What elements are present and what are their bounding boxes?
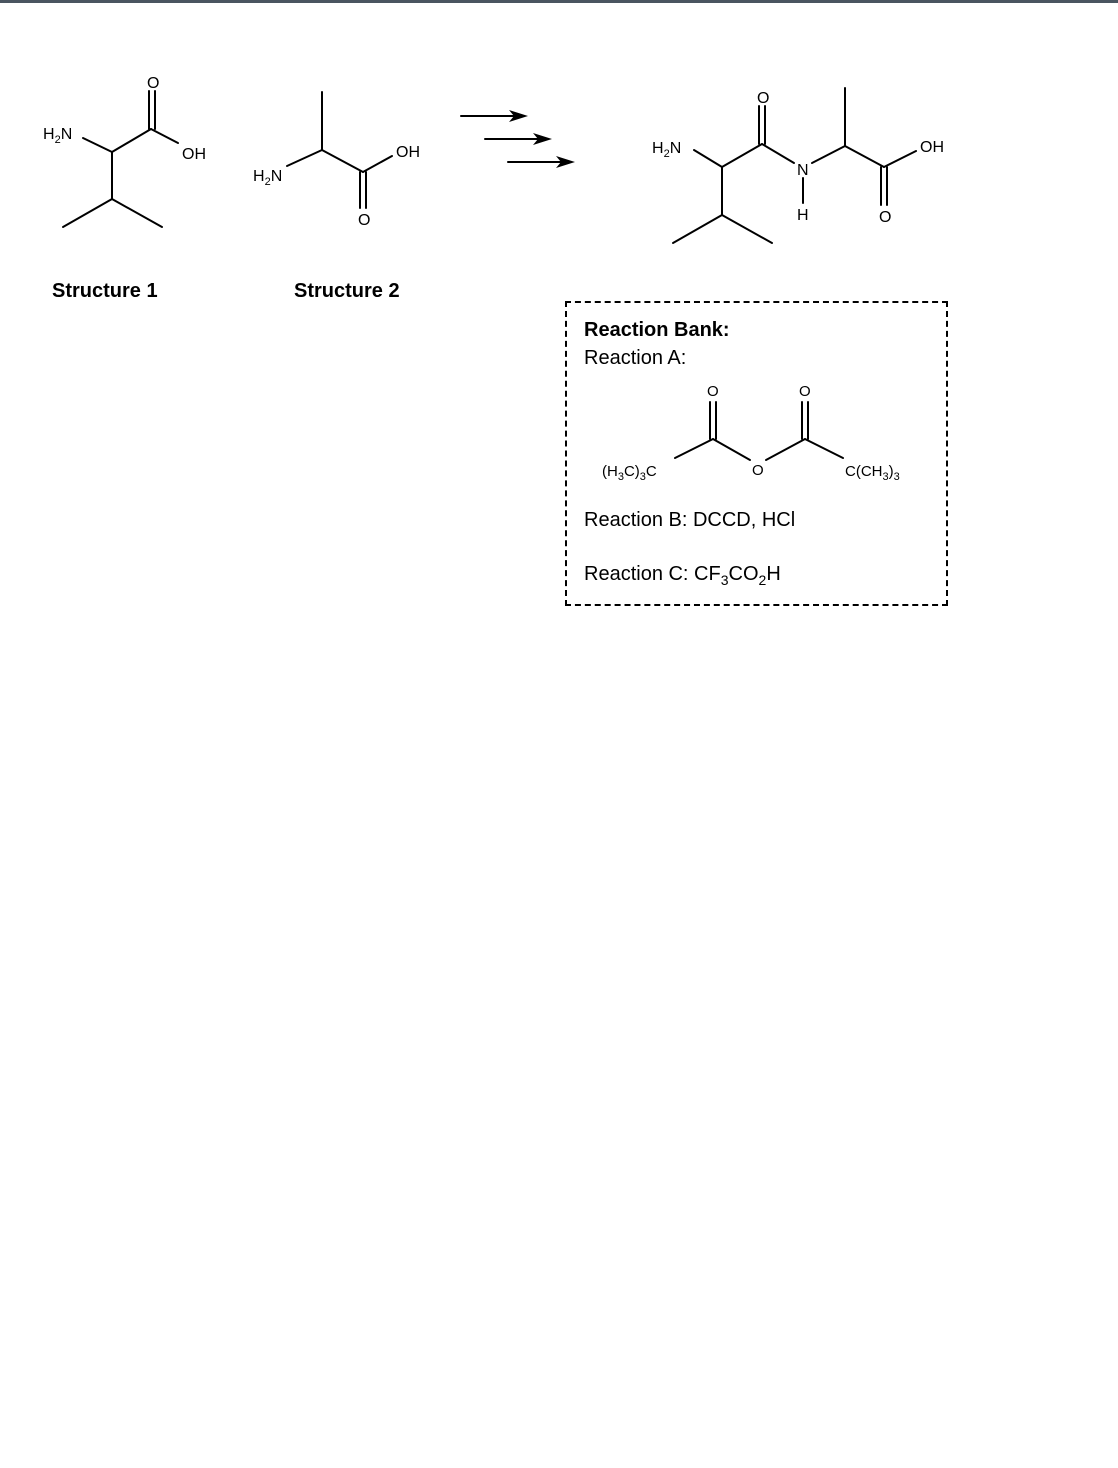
s2-oh-label: OH (396, 144, 420, 161)
s2-carbonyl-o: O (358, 212, 371, 229)
p-carbonyl-o-1: O (757, 90, 770, 107)
structure-2-bonds (287, 92, 392, 208)
p-h2n-label: $H_2N$ (652, 140, 682, 160)
tert-butyl-right: $C(CH_3)_3$ (845, 463, 900, 483)
anhydride-o-right: O (799, 383, 811, 400)
s2-h2n-label: $H_2N$ (253, 168, 283, 188)
p-amide-h: H (797, 207, 809, 224)
structure-1-label: Structure 1 (52, 280, 158, 302)
anhydride-bridge-o: O (752, 462, 764, 479)
anhydride-o-left: O (707, 383, 719, 400)
reaction-bank-title: Reaction Bank: (584, 319, 730, 341)
p-carbonyl-o-2: O (879, 209, 892, 226)
p-amide-n: N (797, 162, 809, 179)
tert-butyl-left: $(H_3C)_3C$ (602, 463, 657, 483)
s1-h2n-label: $H_2N$ (43, 126, 73, 146)
structure-1-bonds (63, 91, 178, 227)
reaction-bank-box (565, 301, 948, 606)
boc-anhydride-structure (567, 375, 950, 495)
reaction-c-label: Reaction C: $CF_3CO_2H$ (584, 563, 781, 588)
s1-carbonyl-o: O (147, 75, 160, 92)
s1-oh-label: OH (182, 146, 206, 163)
reaction-scheme (0, 0, 1118, 270)
structure-2-label: Structure 2 (294, 280, 400, 302)
p-oh-label: OH (920, 139, 944, 156)
reaction-b-label: Reaction B: DCCD, HCl (584, 509, 796, 531)
reaction-a-label: Reaction A: (584, 347, 687, 369)
